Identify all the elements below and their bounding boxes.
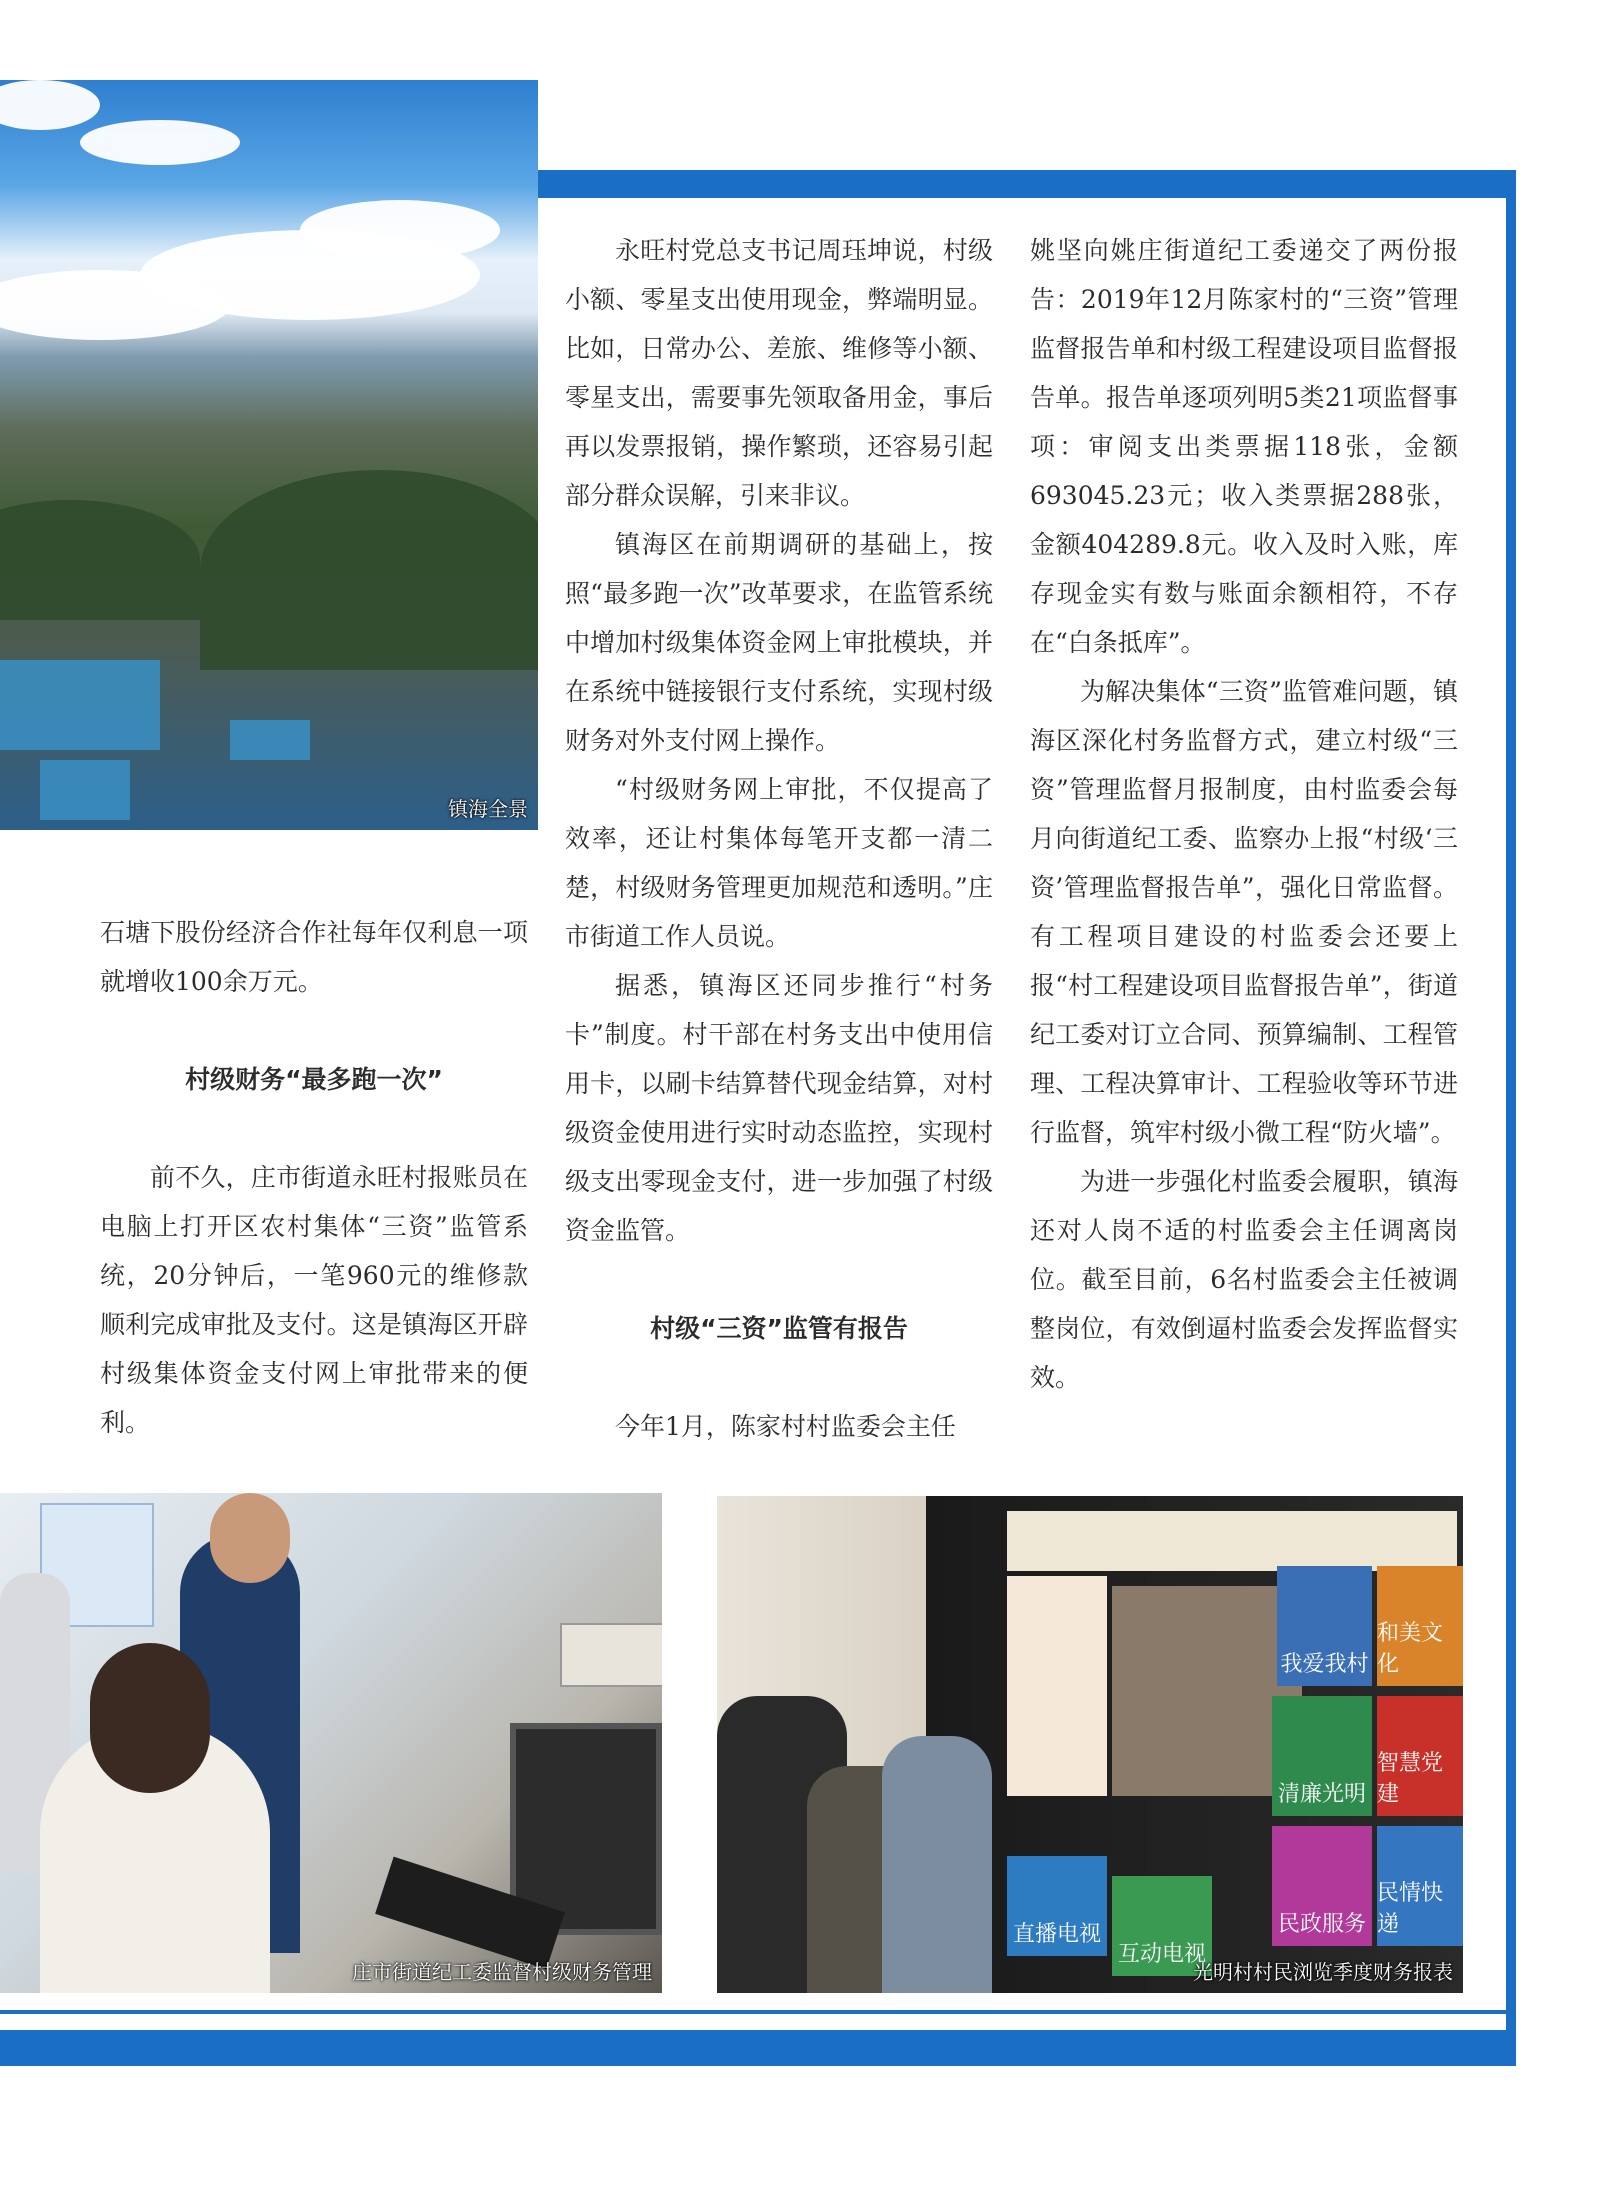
col2-paragraph-1: 永旺村党总支书记周珏坤说，村级小额、零星支出使用现金，弊端明显。比如，日常办公、差旅、维修等小额、零星支出，需要事先领取备用金，事后再以发票报销，操作繁琐，还容易引起部分群众误解，引来非议。 [565,236,993,510]
screen-photo [717,1496,1463,1993]
screen-tile-qing-lian-guang-ming: 清廉光明 [1272,1696,1372,1816]
aerial-photo-caption: 镇海全景 [448,797,528,821]
col2-paragraph-2: 镇海区在前期调研的基础上，按照“最多跑一次”改革要求，在监管系统中增加村级集体资金网上审批模块，并在系统中链接银行支付系统，实现村级财务对外支付网上操作。 [565,530,993,755]
screen-tile-min-qing-kuai-di: 民情快递 [1377,1826,1463,1946]
column-2 [565,226,993,1451]
section-heading-2: 村级“三资”监管有报告 [650,1314,908,1343]
office-photo [0,1493,662,1993]
column-1 [100,908,528,1447]
bottom-blue-bar [0,2030,1516,2066]
frame-top-bar [538,170,1516,198]
bottom-divider-line [0,2010,1506,2014]
screen-tile-zhi-bo-dian-shi: 直播电视 [1007,1856,1107,1956]
screen-tile-wo-ai-wo-cun: 我爱我村 [1277,1566,1372,1686]
office-photo-caption: 庄市街道纪工委监督村级财务管理 [352,1960,652,1984]
col3-paragraph-3: 为进一步强化村监委会履职，镇海还对人岗不适的村监委会主任调离岗位。截至目前，6名村监委会主任被调整岗位，有效倒逼村监委会发挥监督实效。 [1030,1167,1458,1392]
screen-tile-zhi-hui-dang-jian: 智慧党建 [1377,1696,1463,1816]
screen-tile-min-zheng-fu-wu: 民政服务 [1272,1826,1372,1946]
col3-paragraph-2: 为解决集体“三资”监管难问题，镇海区深化村务监督方式，建立村级“三资”管理监督月报制度，由村监委会每月向街道纪工委、监察办上报“村级‘三资’管理监督报告单”，强化日常监督。有工程项目建设的村监委会还要上报“村工程建设项目监督报告单”，街道纪工委对订立合同、预算编制、工程管理、工程决算审计、工程验收等环节进行监督，筑牢村级小微工程“防火墙”。 [1030,677,1458,1147]
col3-paragraph-1: 姚坚向姚庄街道纪工委递交了两份报告：2019年12月陈家村的“三资”管理监督报告单和村级工程建设项目监督报告单。报告单逐项列明5类21项监督事项：审阅支出类票据118张，金额693045.23元；收入类票据288张，金额404289.8元。收入及时入账，库存现金实有数与账面余额相符，不存在“白条抵库”。 [1030,236,1458,657]
screen-photo-caption: 光明村村民浏览季度财务报表 [1193,1960,1453,1984]
screen-tile [1007,1576,1107,1796]
col1-paragraph-1: 石塘下股份经济合作社每年仅利息一项就增收100余万元。 [100,918,528,996]
col2-paragraph-5: 今年1月，陈家村村监委会主任 [615,1412,956,1441]
section-heading-1: 村级财务“最多跑一次” [185,1065,443,1094]
frame-right-bar [1506,170,1516,2050]
screen-tile-hu-dong-dian-shi: 互动电视 [1112,1876,1212,1976]
aerial-photo [0,80,538,830]
col1-paragraph-2: 前不久，庄市街道永旺村报账员在电脑上打开区农村集体“三资”监管系统，20分钟后，一笔960元的维修款顺利完成审批及支付。这是镇海区开辟村级集体资金支付网上审批带来的便利。 [100,1163,528,1437]
screen-tile [1007,1511,1457,1571]
column-3 [1030,226,1458,1402]
col2-paragraph-3: “村级财务网上审批，不仅提高了效率，还让村集体每笔开支都一清二楚，村级财务管理更加规范和透明。”庄市街道工作人员说。 [565,775,993,951]
screen-tile-he-mei-wen-hua: 和美文化 [1377,1566,1463,1686]
col2-paragraph-4: 据悉，镇海区还同步推行“村务卡”制度。村干部在村务支出中使用信用卡，以刷卡结算替代现金结算，对村级资金使用进行实时动态监控，实现村级支出零现金支付，进一步加强了村级资金监管。 [565,971,993,1245]
